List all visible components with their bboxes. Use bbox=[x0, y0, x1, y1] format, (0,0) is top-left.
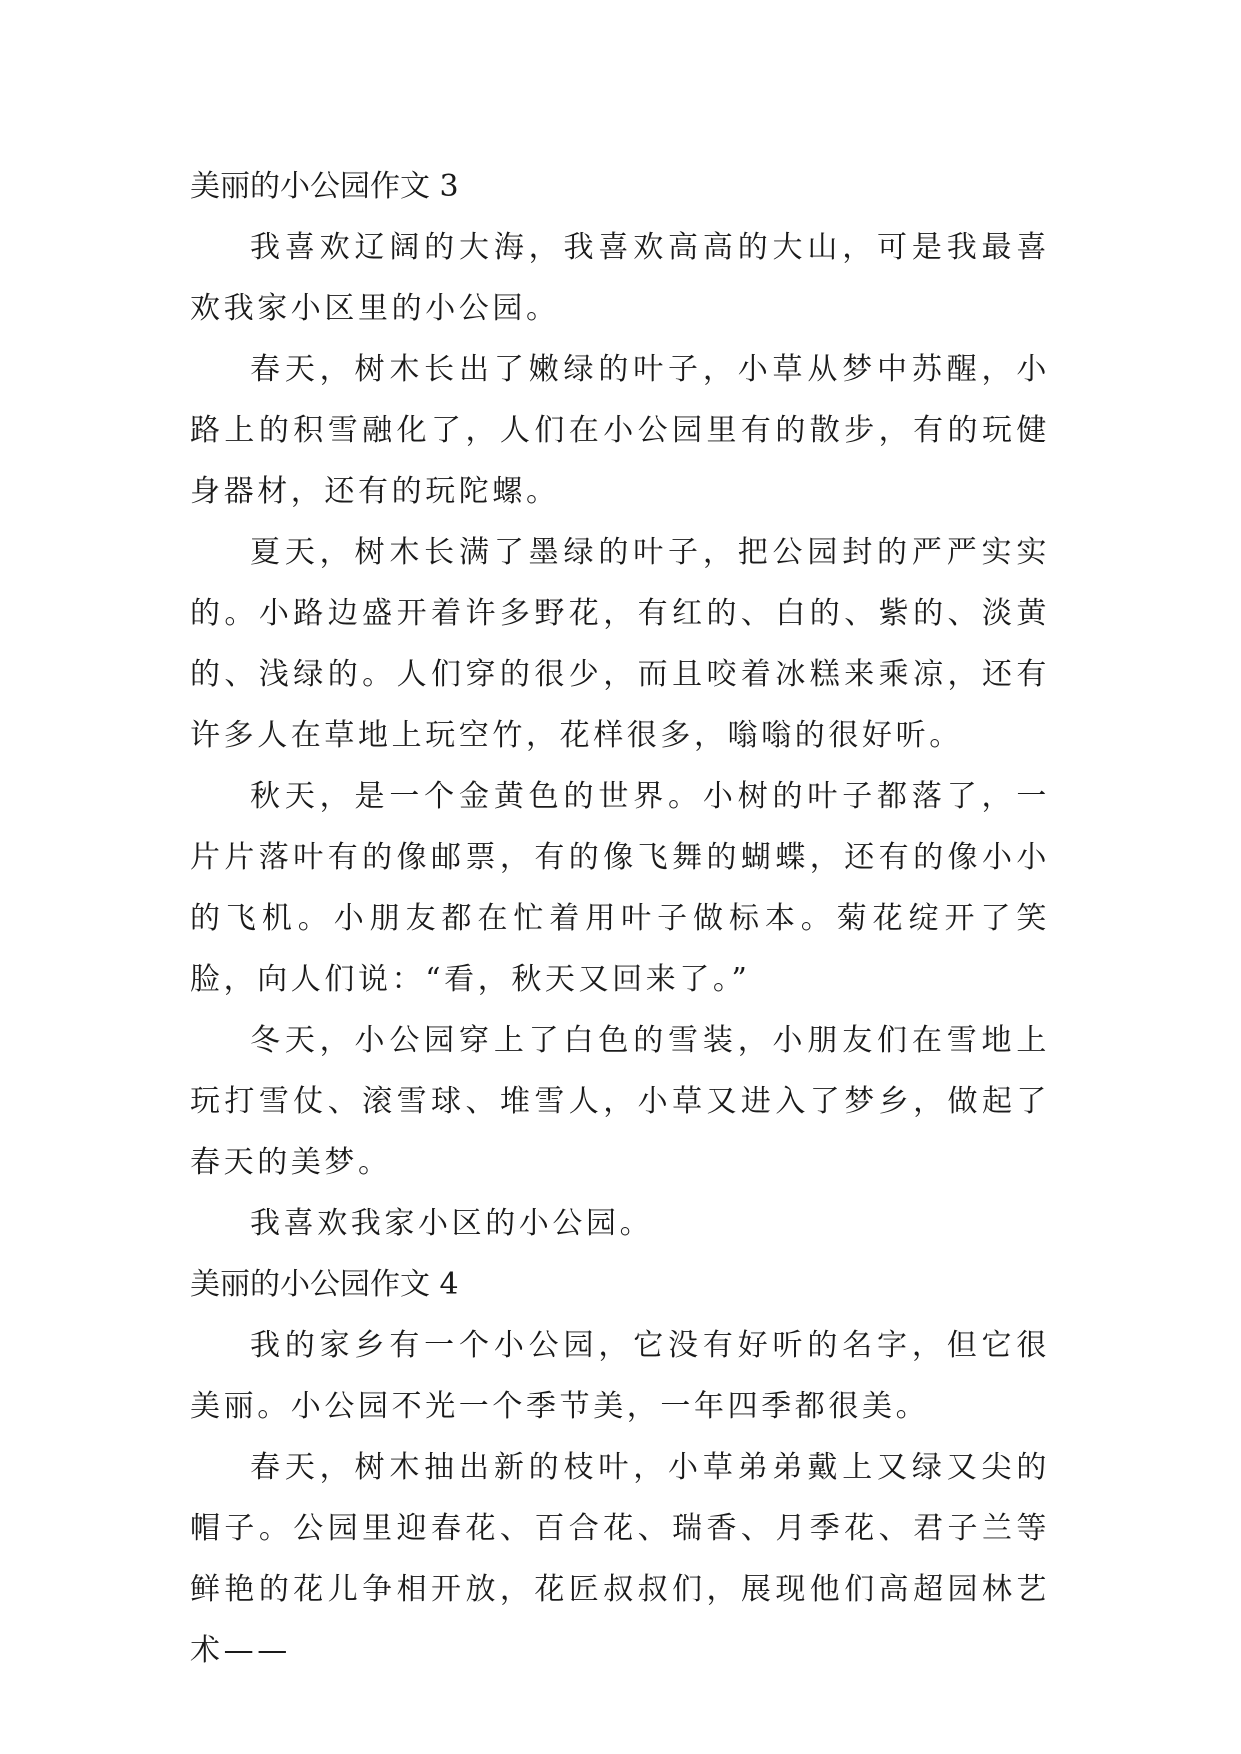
essay-3-paragraph-4: 秋天，是一个金黄色的世界。小树的叶子都落了，一片片落叶有的像邮票，有的像飞舞的蝴蝶，还有的像小小的飞机。小朋友都在忙着用叶子做标本。菊花绽开了笑脸，向人们说：“看，秋天又回来了。” bbox=[190, 779, 1050, 997]
essay-3-paragraph-1: 我喜欢辽阔的大海，我喜欢高高的大山，可是我最喜欢我家小区里的小公园。 bbox=[190, 230, 1050, 326]
essay-3-paragraph-5: 冬天，小公园穿上了白色的雪装，小朋友们在雪地上玩打雪仗、滚雪球、堆雪人，小草又进入了梦乡，做起了春天的美梦。 bbox=[190, 1023, 1050, 1180]
essay-3-title: 美丽的小公园作文 3 bbox=[190, 169, 459, 204]
essay-3-paragraph-3: 夏天，树木长满了墨绿的叶子，把公园封的严严实实的。小路边盛开着许多野花，有红的、白的、紫的、淡黄的、浅绿的。人们穿的很少，而且咬着冰糕来乘凉，还有许多人在草地上玩空竹，花样很多，嗡嗡的很好听。 bbox=[190, 535, 1050, 753]
essay-4-paragraph-2: 春天，树木抽出新的枝叶，小草弟弟戴上又绿又尖的帽子。公园里迎春花、百合花、瑞香、月季花、君子兰等鲜艳的花儿争相开放，花匠叔叔们，展现他们高超园林艺术—— bbox=[190, 1450, 1050, 1668]
essay-4-title: 美丽的小公园作文 4 bbox=[190, 1267, 459, 1302]
essay-4-paragraph-1: 我的家乡有一个小公园，它没有好听的名字，但它很美丽。小公园不光一个季节美，一年四季都很美。 bbox=[190, 1328, 1050, 1424]
essay-3-paragraph-2: 春天，树木长出了嫩绿的叶子，小草从梦中苏醒，小路上的积雪融化了，人们在小公园里有的散步，有的玩健身器材，还有的玩陀螺。 bbox=[190, 352, 1050, 509]
document-body bbox=[190, 156, 1050, 1681]
essay-3-paragraph-6: 我喜欢我家小区的小公园。 bbox=[250, 1206, 654, 1241]
